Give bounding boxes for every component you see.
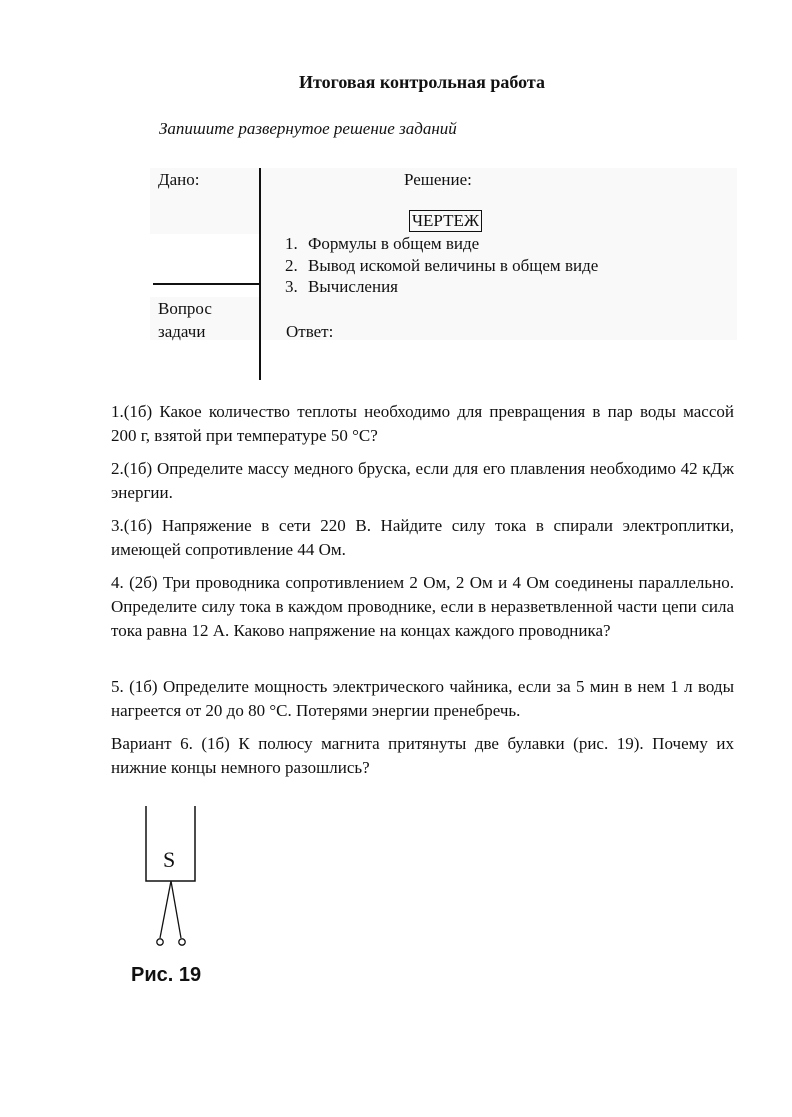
solution-step: 1. Формулы в общем виде bbox=[285, 234, 480, 253]
instruction-text: Запишите развернутое решение заданий bbox=[159, 119, 457, 138]
task-2: 2.(1б) Определите массу медного бруска, если для его плавления необходимо 42 кДж энергии. bbox=[111, 459, 734, 502]
solution-step: 3. Вычисления bbox=[285, 277, 398, 296]
magnet-with-pins-icon bbox=[140, 800, 210, 950]
task-1: 1.(1б) Какое количество теплоты необходимо для превращения в пар воды массой 200 г, взятой при температуре 50 °С? bbox=[111, 402, 734, 445]
drawing-label: ЧЕРТЕЖ bbox=[409, 210, 482, 232]
vertical-divider bbox=[259, 168, 261, 380]
task-4: 4. (2б) Три проводника сопротивлением 2 Ом, 2 Ом и 4 Ом соединены параллельно. Определите силу тока в каждом проводнике, если в неразветвленной части цепи сила тока равна 12 А. Каково напряжение на концах каждого проводника? bbox=[111, 573, 734, 640]
task-6: Вариант 6. (1б) К полюсу магнита притянуты две булавки (рис. 19). Почему их нижние концы немного разошлись? bbox=[111, 734, 734, 777]
document-title: Итоговая контрольная работа bbox=[298, 72, 545, 92]
magnet-figure bbox=[140, 800, 210, 950]
pole-label: S bbox=[163, 847, 176, 872]
solution-steps bbox=[285, 233, 598, 298]
solution-label: Решение: bbox=[404, 170, 472, 189]
figure-caption: Рис. 19 bbox=[131, 964, 202, 986]
answer-label: Ответ: bbox=[286, 322, 334, 341]
task-5: 5. (1б) Определите мощность электрического чайника, если за 5 мин в нем 1 л воды нагреется от 20 до 80 °С. Потерями энергии пренебречь. bbox=[111, 677, 734, 720]
question-label: Вопрос задачи bbox=[158, 299, 212, 341]
given-label: Дано: bbox=[158, 170, 200, 189]
horizontal-divider bbox=[153, 283, 259, 285]
task-3: 3.(1б) Напряжение в сети 220 В. Найдите силу тока в спирали электроплитки, имеющей сопротивление 44 Ом. bbox=[111, 516, 734, 559]
solution-step: 2. Вывод искомой величины в общем виде bbox=[285, 255, 599, 275]
